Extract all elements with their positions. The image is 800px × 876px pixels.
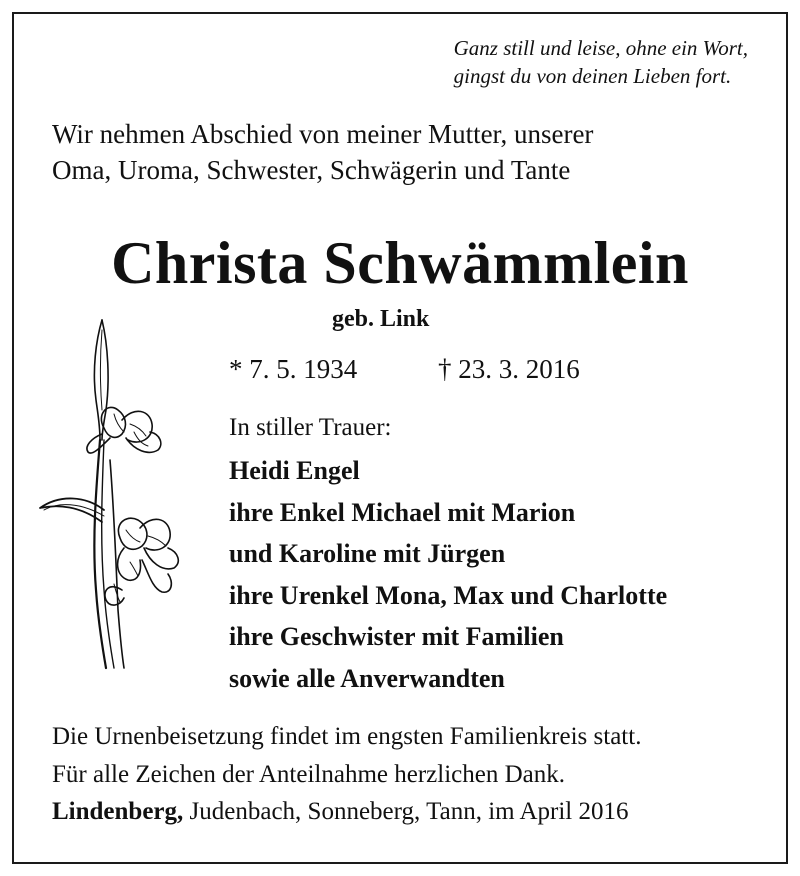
notice-line-1: Die Urnenbeisetzung findet im engsten Familienkreis statt. bbox=[52, 723, 642, 750]
motto-line-2: gingst du von deinen Lieben fort. bbox=[453, 64, 732, 88]
mourner-line: und Karoline mit Jürgen bbox=[229, 539, 506, 568]
maiden-name: geb. Link bbox=[332, 306, 430, 332]
mourners-heading: In stiller Trauer: bbox=[229, 414, 392, 441]
motto-line-1: Ganz still und leise, ohne ein Wort, bbox=[453, 36, 748, 60]
deceased-name: Christa Schwämmlein bbox=[111, 230, 689, 296]
place-rest: Judenbach, Sonneberg, Tann, im April 2016 bbox=[183, 798, 629, 825]
birth-date: * 7. 5. 1934 bbox=[229, 354, 358, 384]
mourner-line: sowie alle Anverwandten bbox=[229, 663, 505, 693]
mourner-line: Heidi Engel bbox=[229, 456, 360, 485]
mourner-line: ihre Enkel Michael mit Marion bbox=[229, 497, 576, 527]
notice-line-2: Für alle Zeichen der Anteilnahme herzlichen Dank. bbox=[52, 761, 565, 788]
intro-text bbox=[52, 116, 593, 188]
motto-verse bbox=[454, 34, 748, 90]
mourner-line: ihre Urenkel Mona, Max und Charlotte bbox=[229, 580, 668, 610]
iris-flower-icon bbox=[30, 310, 210, 670]
intro-line-1: Wir nehmen Abschied von meiner Mutter, unserer bbox=[52, 119, 594, 149]
mourner-line: ihre Geschwister mit Familien bbox=[229, 622, 564, 651]
place-main: Lindenberg, bbox=[52, 798, 184, 825]
burial-notice bbox=[52, 718, 641, 794]
place-date-line bbox=[52, 798, 628, 826]
intro-line-2: Oma, Uroma, Schwester, Schwägerin und Tante bbox=[52, 155, 571, 185]
death-date: † 23. 3. 2016 bbox=[438, 354, 580, 384]
mourners-list bbox=[229, 450, 667, 699]
